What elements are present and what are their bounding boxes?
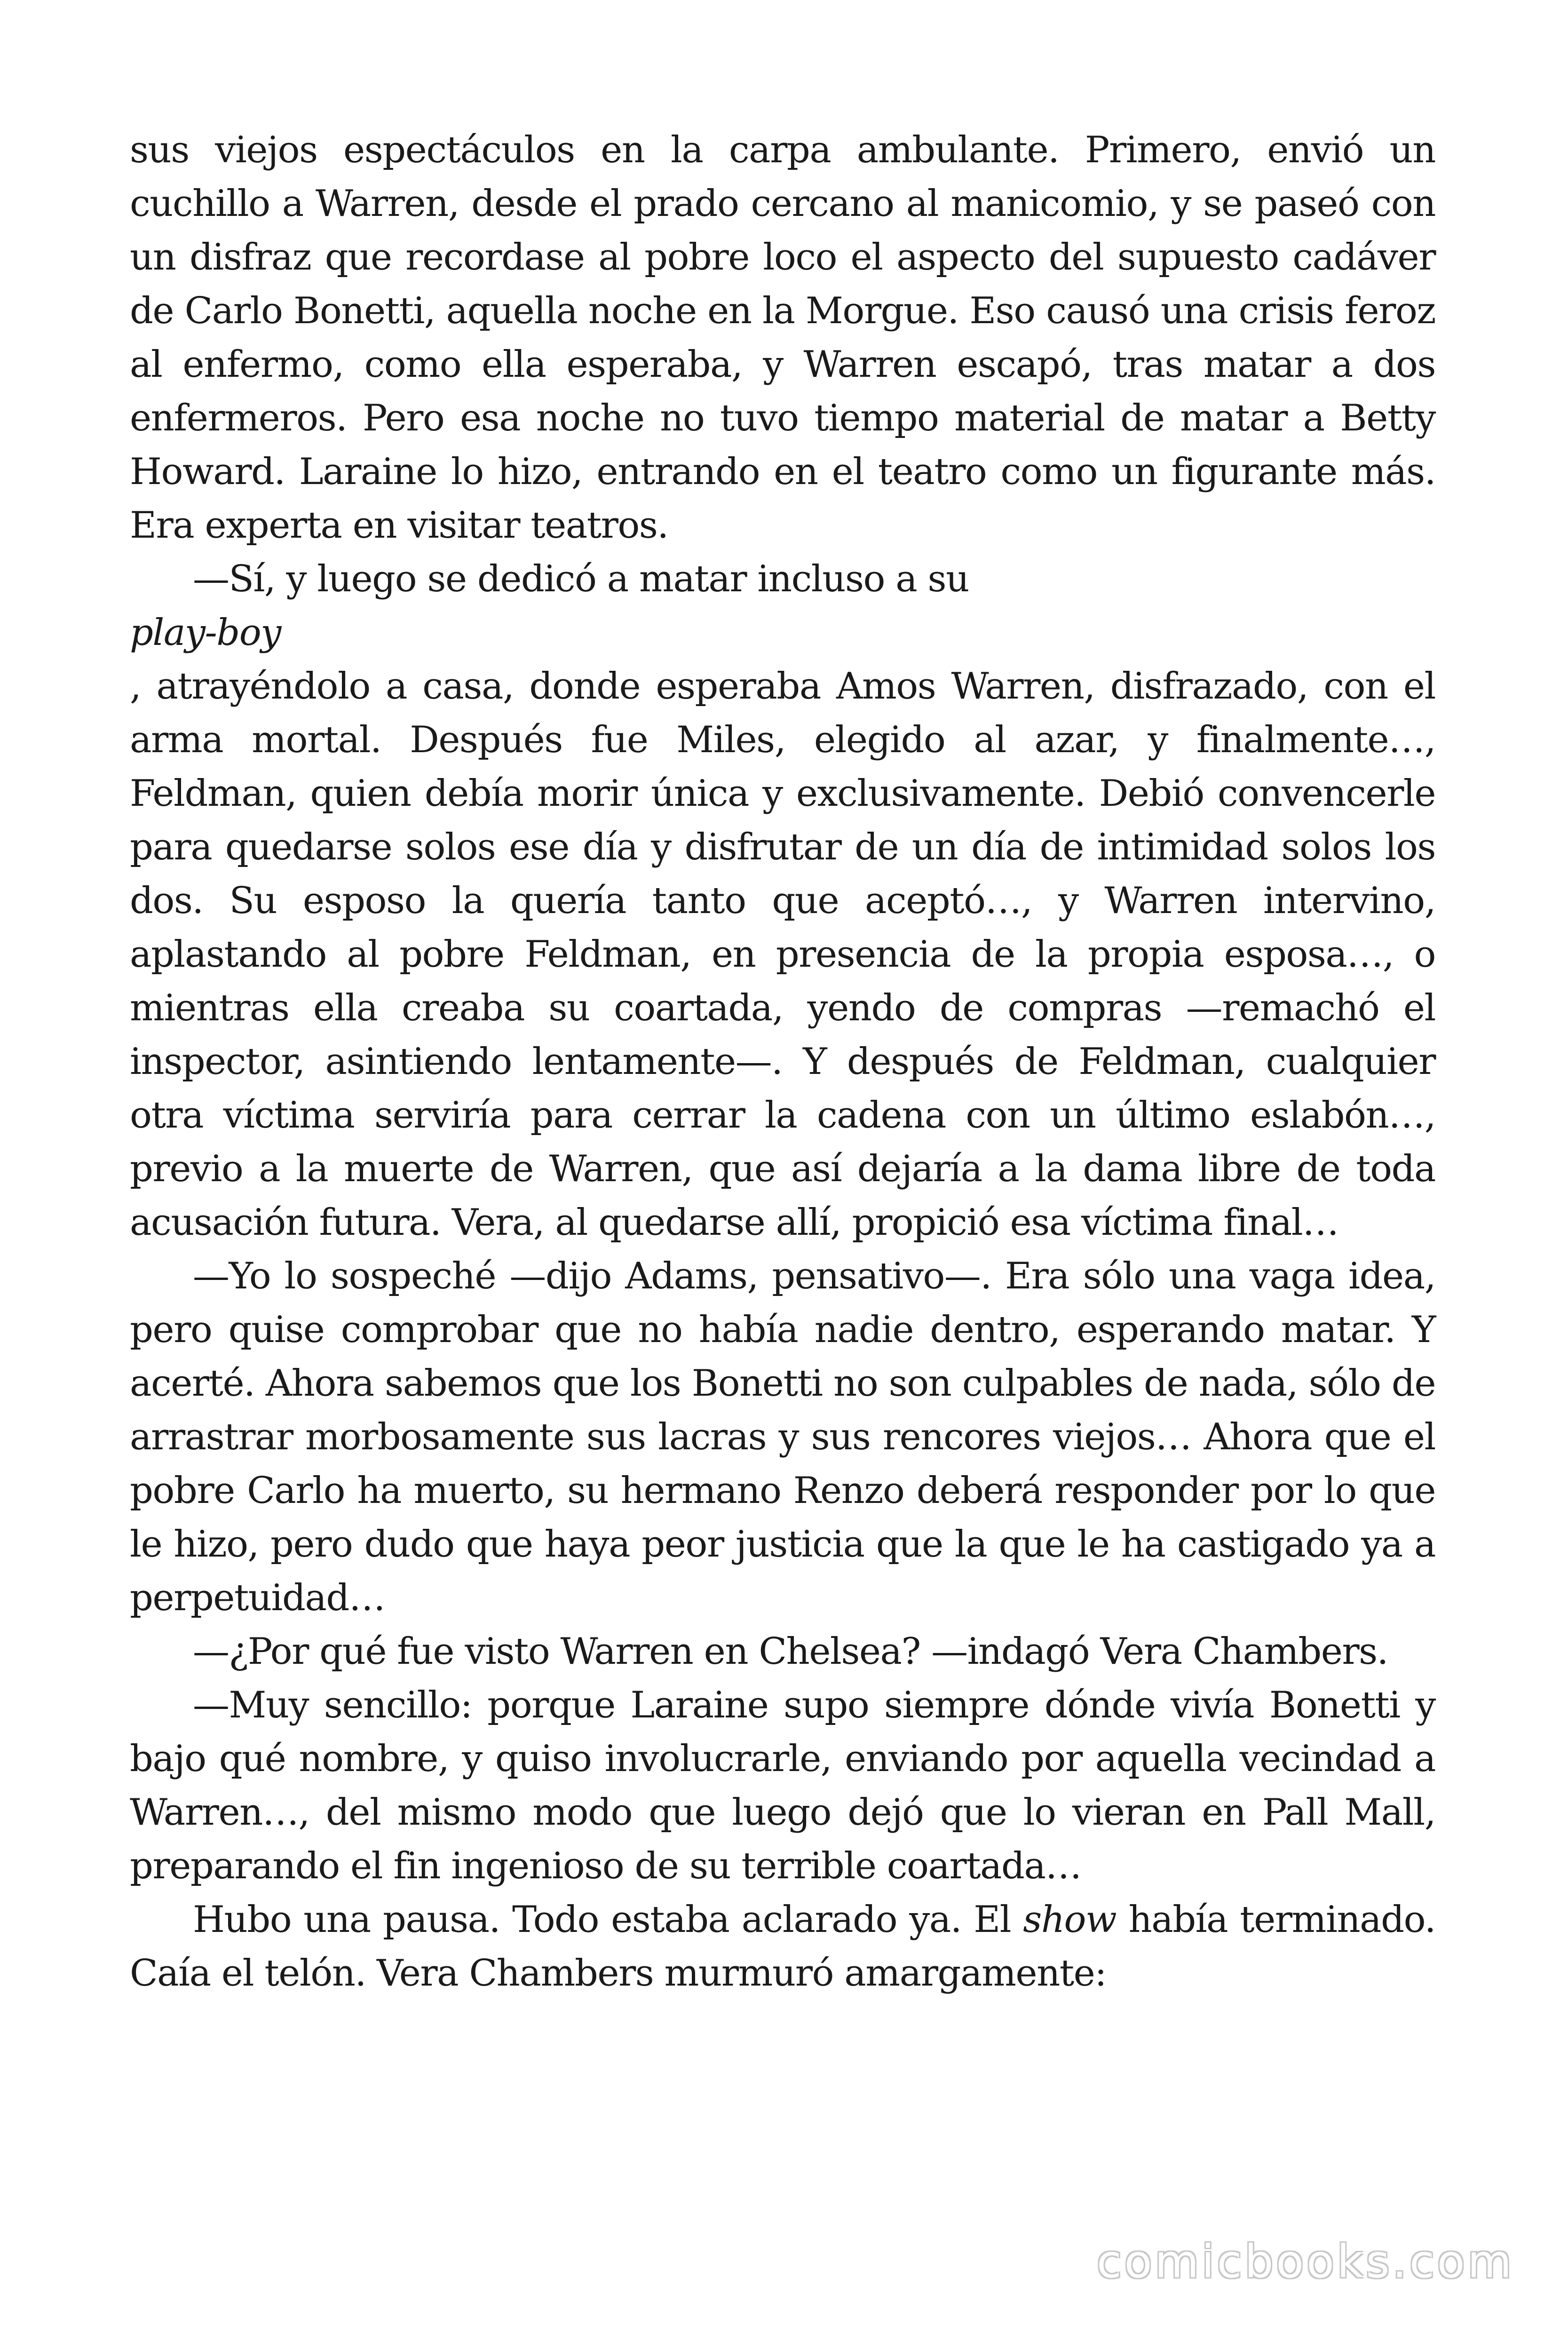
watermark-logo: comicbooks.com <box>1096 2235 1514 2288</box>
paragraph-6 <box>130 1893 1435 2000</box>
paragraph-2-continuation: , atrayéndolo a casa, donde esperaba Amos Warren, disfrazado, con el arma mortal. Después fue Miles, elegido al azar, y finalmente…, Feldman, quien debía morir única y exclusivamente. Debió convencerle para quedarse solos ese día y disfrutar de un día de intimidad solos los dos. Su esposo la quería tanto que aceptó…, y Warren intervino, aplastando al pobre Feldman, en presencia de la propia esposa…, o mientras ella creaba su coartada, yendo de compras —remachó el inspector, asintiendo lentamente—. Y después de Feldman, cualquier otra víctima serviría para cerrar la cadena con un último eslabón…, previo a la muerte de Warren, que así dejaría a la dama libre de toda acusación futura. Vera, al quedarse allí, propició esa víctima final… <box>130 665 1435 1244</box>
paragraph-1: sus viejos espectáculos en la carpa ambulante. Primero, envió un cuchillo a Warren, desde el prado cercano al manicomio, y se paseó con un disfraz que recordase al pobre loco el aspecto del supuesto cadáver de Carlo Bonetti, aquella noche en la Morgue. Eso causó una crisis feroz al enfermo, como ella esperaba, y Warren escapó, tras matar a dos enfermeros. Pero esa noche no tuvo tiempo material de matar a Betty Howard. Laraine lo hizo, entrando en el teatro como un figurante más. Era experta en visitar teatros. <box>130 129 1435 547</box>
paragraph-4: —¿Por qué fue visto Warren en Chelsea? —indagó Vera Chambers. <box>193 1630 1388 1673</box>
paragraph-5: —Muy sencillo: porque Laraine supo siempre dónde vivía Bonetti y bajo qué nombre, y quiso involucrarle, enviando por aquella vecindad a Warren…, del mismo modo que luego dejó que lo vieran en Pall Mall, preparando el fin ingenioso de su terrible coartada… <box>130 1684 1435 1887</box>
paragraph-2-start: —Sí, y luego se dedicó a matar incluso a su <box>193 558 969 600</box>
paragraph-6-italic-term: show <box>1023 1899 1117 1941</box>
paragraph-6-before: Hubo una pausa. Todo estaba aclarado ya. El <box>193 1899 1023 1941</box>
paragraph-6-after: había terminado. Caía el telón. Vera Chambers murmuró amargamente: <box>130 1899 1435 1994</box>
paragraph-2-italic-term: play-boy <box>130 612 281 654</box>
page-body <box>130 123 1435 2000</box>
paragraph-3: —Yo lo sospeché —dijo Adams, pensativo—. Era sólo una vaga idea, pero quise comprobar que no había nadie dentro, esperando matar. Y acerté. Ahora sabemos que los Bonetti no son culpables de nada, sólo de arrastrar morbosamente sus lacras y sus rencores viejos… Ahora que el pobre Carlo ha muerto, su hermano Renzo deberá responder por lo que le hizo, pero dudo que haya peor justicia que la que le ha castigado ya a perpetuidad… <box>130 1255 1435 1619</box>
